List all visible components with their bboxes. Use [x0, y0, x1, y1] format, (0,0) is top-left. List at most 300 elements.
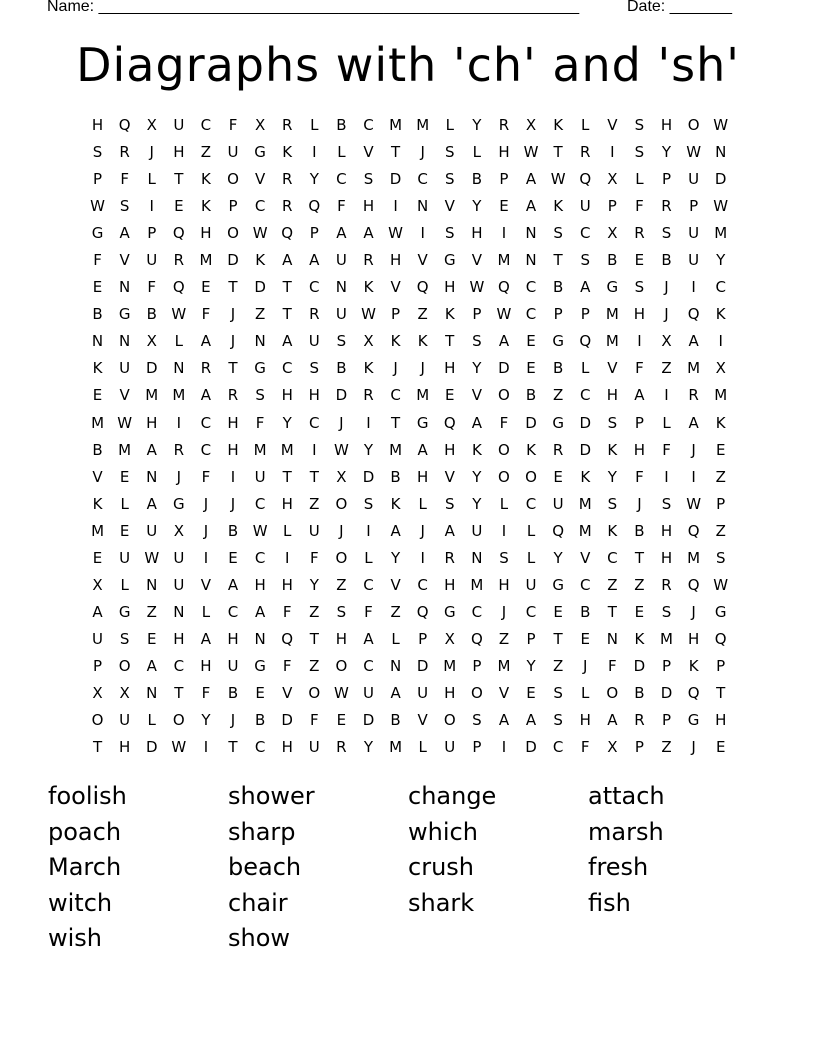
grid-letter[interactable]: L	[662, 413, 671, 432]
grid-letter[interactable]: L	[147, 711, 156, 730]
grid-letter[interactable]: K	[526, 440, 536, 459]
grid-letter[interactable]: Z	[661, 738, 672, 757]
grid-letter[interactable]: I	[664, 467, 669, 486]
grid-letter[interactable]: C	[200, 440, 212, 459]
grid-letter[interactable]: P	[634, 413, 644, 432]
grid-letter[interactable]: D	[525, 413, 537, 432]
grid-letter[interactable]: I	[312, 143, 317, 162]
grid-letter[interactable]: G	[254, 359, 266, 378]
grid-letter[interactable]: O	[687, 116, 700, 134]
grid-letter[interactable]: X	[92, 575, 103, 594]
grid-letter[interactable]: E	[715, 738, 726, 757]
grid-letter[interactable]: I	[366, 521, 371, 540]
grid-letter[interactable]: C	[336, 170, 347, 189]
grid-letter[interactable]: T	[607, 602, 617, 621]
grid-letter[interactable]: V	[363, 143, 374, 162]
grid-letter[interactable]: U	[444, 738, 456, 757]
grid-letter[interactable]: V	[200, 575, 212, 594]
grid-letter[interactable]: S	[607, 494, 618, 513]
grid-letter[interactable]: U	[119, 359, 131, 378]
grid-letter[interactable]: U	[688, 224, 700, 243]
grid-letter[interactable]: M	[118, 440, 132, 459]
grid-letter[interactable]: T	[309, 629, 319, 648]
grid-letter[interactable]: F	[499, 413, 509, 432]
grid-letter[interactable]: H	[173, 143, 185, 162]
grid-letter[interactable]: L	[147, 170, 156, 189]
grid-letter[interactable]: Z	[309, 494, 320, 513]
grid-letter[interactable]: A	[417, 440, 428, 459]
grid-letter[interactable]: M	[91, 413, 105, 432]
grid-letter[interactable]: T	[174, 170, 184, 189]
grid-letter[interactable]: X	[173, 521, 184, 540]
grid-letter[interactable]: N	[417, 197, 429, 216]
grid-letter[interactable]: C	[200, 413, 212, 432]
grid-letter[interactable]: T	[553, 251, 563, 270]
grid-letter[interactable]: M	[578, 521, 592, 540]
grid-letter[interactable]: U	[254, 467, 266, 486]
grid-letter[interactable]: H	[146, 413, 158, 432]
grid-letter[interactable]: Q	[308, 197, 321, 216]
grid-letter[interactable]: J	[176, 467, 182, 486]
grid-letter[interactable]: L	[445, 116, 454, 134]
grid-letter[interactable]: W	[523, 143, 539, 162]
grid-letter[interactable]: I	[420, 548, 425, 567]
grid-letter[interactable]: I	[312, 440, 317, 459]
grid-letter[interactable]: Z	[146, 602, 157, 621]
grid-letter[interactable]: H	[200, 656, 212, 675]
grid-letter[interactable]: Z	[715, 521, 726, 540]
grid-letter[interactable]: S	[634, 116, 645, 134]
grid-letter[interactable]: F	[282, 602, 292, 621]
grid-letter[interactable]: V	[444, 467, 455, 486]
grid-letter[interactable]: R	[281, 170, 293, 189]
grid-letter[interactable]: P	[716, 494, 726, 513]
grid-letter[interactable]: P	[689, 197, 699, 216]
grid-letter[interactable]: Z	[553, 386, 564, 405]
grid-letter[interactable]: L	[581, 359, 590, 378]
grid-letter[interactable]: Z	[498, 629, 510, 648]
grid-letter[interactable]: G	[254, 656, 266, 675]
grid-letter[interactable]: X	[336, 467, 347, 486]
grid-letter[interactable]: A	[688, 332, 699, 351]
grid-letter[interactable]: V	[119, 386, 130, 405]
grid-letter[interactable]: Q	[172, 224, 185, 243]
grid-letter[interactable]: W	[171, 738, 187, 757]
grid-letter[interactable]: O	[525, 467, 537, 486]
grid-letter[interactable]: W	[333, 683, 349, 702]
grid-letter[interactable]: X	[146, 116, 157, 134]
grid-letter[interactable]: L	[174, 332, 183, 351]
grid-letter[interactable]: B	[227, 683, 239, 702]
grid-letter[interactable]: V	[471, 251, 482, 270]
grid-letter[interactable]: F	[608, 656, 617, 675]
grid-letter[interactable]: A	[607, 711, 618, 730]
grid-letter[interactable]: D	[660, 683, 673, 702]
grid-letter[interactable]: N	[119, 332, 131, 351]
grid-letter[interactable]: W	[333, 440, 349, 459]
grid-letter[interactable]: G	[606, 278, 619, 297]
grid-letter[interactable]: F	[228, 116, 238, 134]
grid-letter[interactable]: L	[391, 629, 400, 648]
grid-letter[interactable]: I	[637, 332, 642, 351]
grid-letter[interactable]: R	[336, 738, 347, 757]
grid-letter[interactable]: T	[390, 413, 401, 432]
grid-letter[interactable]: U	[119, 548, 131, 567]
grid-letter[interactable]: Y	[363, 440, 374, 459]
grid-letter[interactable]: U	[579, 197, 591, 216]
grid-letter[interactable]: P	[309, 224, 319, 243]
date-field[interactable]: Date: _______	[627, 0, 732, 15]
grid-letter[interactable]: E	[526, 359, 536, 378]
grid-letter[interactable]: O	[227, 224, 239, 243]
grid-letter[interactable]: L	[310, 116, 319, 134]
grid-letter[interactable]: H	[471, 224, 483, 243]
name-field[interactable]: Name: ______________________________________________________	[47, 0, 580, 15]
grid-letter[interactable]: Q	[687, 575, 700, 594]
grid-letter[interactable]: Q	[579, 170, 592, 189]
grid-letter[interactable]: K	[715, 305, 726, 324]
grid-letter[interactable]: J	[230, 711, 236, 730]
grid-letter[interactable]: X	[92, 683, 103, 702]
grid-letter[interactable]: U	[308, 738, 320, 757]
grid-letter[interactable]: Y	[309, 575, 319, 594]
grid-letter[interactable]: H	[308, 386, 320, 405]
grid-letter[interactable]: V	[580, 548, 591, 567]
grid-letter[interactable]: M	[605, 332, 619, 351]
grid-letter[interactable]: L	[526, 521, 536, 540]
grid-letter[interactable]: B	[552, 278, 564, 297]
grid-letter[interactable]: W	[361, 305, 376, 324]
grid-letter[interactable]: M	[497, 251, 511, 270]
grid-letter[interactable]: L	[499, 494, 509, 513]
grid-letter[interactable]: S	[336, 602, 347, 621]
grid-letter[interactable]: Z	[336, 575, 347, 594]
grid-letter[interactable]: V	[444, 197, 455, 216]
grid-letter[interactable]: K	[471, 440, 482, 459]
grid-letter[interactable]: M	[416, 386, 430, 405]
grid-letter[interactable]: C	[525, 278, 537, 297]
grid-letter[interactable]: X	[119, 683, 130, 702]
grid-letter[interactable]: U	[471, 521, 483, 540]
grid-letter[interactable]: D	[362, 467, 375, 486]
grid-letter[interactable]: M	[416, 116, 430, 134]
grid-letter[interactable]: W	[117, 413, 133, 432]
grid-letter[interactable]: Y	[201, 711, 211, 730]
grid-letter[interactable]: C	[254, 738, 266, 757]
grid-letter[interactable]: M	[578, 494, 592, 513]
grid-letter[interactable]: I	[501, 224, 507, 243]
grid-letter[interactable]: X	[146, 332, 157, 351]
grid-letter[interactable]: R	[688, 386, 699, 405]
grid-letter[interactable]: D	[335, 386, 348, 405]
grid-letter[interactable]: C	[309, 278, 320, 297]
grid-letter[interactable]: B	[634, 521, 645, 540]
grid-letter[interactable]: L	[472, 143, 482, 162]
grid-letter[interactable]: P	[553, 305, 563, 324]
grid-letter[interactable]: N	[471, 548, 483, 567]
grid-letter[interactable]: Q	[443, 413, 456, 432]
grid-letter[interactable]: C	[363, 656, 374, 675]
grid-letter[interactable]: Q	[498, 278, 510, 297]
grid-letter[interactable]: T	[92, 738, 103, 757]
grid-letter[interactable]: L	[201, 602, 211, 621]
grid-letter[interactable]: Q	[579, 332, 592, 351]
grid-letter[interactable]: M	[145, 386, 159, 405]
grid-letter[interactable]: W	[496, 305, 512, 324]
grid-letter[interactable]: W	[144, 548, 160, 567]
grid-letter[interactable]: N	[254, 332, 266, 351]
grid-letter[interactable]: J	[420, 359, 425, 378]
grid-letter[interactable]: H	[633, 305, 646, 324]
grid-letter[interactable]: Q	[687, 521, 700, 540]
grid-letter[interactable]: H	[389, 251, 402, 270]
grid-letter[interactable]: A	[92, 602, 103, 621]
grid-letter[interactable]: K	[444, 305, 455, 324]
grid-letter[interactable]: X	[607, 170, 618, 189]
grid-letter[interactable]: S	[661, 224, 672, 243]
grid-letter[interactable]: P	[661, 170, 672, 189]
grid-letter[interactable]: U	[92, 629, 104, 648]
grid-letter[interactable]: N	[173, 602, 185, 621]
grid-letter[interactable]: Q	[172, 278, 185, 297]
grid-letter[interactable]: N	[173, 359, 185, 378]
grid-letter[interactable]: C	[607, 548, 618, 567]
grid-letter[interactable]: S	[634, 143, 645, 162]
grid-letter[interactable]: H	[660, 521, 673, 540]
grid-letter[interactable]: M	[172, 386, 186, 405]
grid-letter[interactable]: Z	[715, 467, 726, 486]
grid-letter[interactable]: E	[715, 440, 726, 459]
grid-letter[interactable]: U	[688, 251, 700, 270]
grid-letter[interactable]: J	[230, 305, 236, 324]
grid-letter[interactable]: W	[686, 494, 702, 513]
grid-letter[interactable]: G	[118, 602, 131, 621]
grid-letter[interactable]: M	[389, 440, 403, 459]
grid-letter[interactable]: S	[580, 251, 590, 270]
grid-letter[interactable]: E	[255, 683, 265, 702]
grid-letter[interactable]: U	[308, 332, 320, 351]
grid-letter[interactable]: R	[634, 711, 645, 730]
grid-letter[interactable]: I	[284, 548, 290, 567]
grid-letter[interactable]: M	[443, 656, 457, 675]
grid-letter[interactable]: B	[634, 683, 645, 702]
grid-letter[interactable]: V	[417, 711, 428, 730]
grid-letter[interactable]: H	[715, 711, 727, 730]
grid-letter[interactable]: E	[580, 629, 590, 648]
grid-letter[interactable]: R	[580, 143, 591, 162]
grid-letter[interactable]: F	[635, 197, 644, 216]
grid-letter[interactable]: R	[309, 305, 320, 324]
grid-letter[interactable]: Q	[281, 629, 294, 648]
grid-letter[interactable]: R	[119, 143, 130, 162]
grid-letter[interactable]: Y	[472, 116, 482, 134]
grid-letter[interactable]: I	[203, 738, 209, 757]
grid-letter[interactable]: U	[119, 711, 131, 730]
grid-letter[interactable]: R	[661, 575, 672, 594]
grid-letter[interactable]: K	[363, 278, 374, 297]
grid-letter[interactable]: P	[391, 305, 401, 324]
grid-letter[interactable]: J	[230, 494, 236, 513]
grid-letter[interactable]: E	[92, 386, 103, 405]
grid-letter[interactable]: Y	[661, 143, 672, 162]
grid-letter[interactable]: C	[579, 386, 591, 405]
grid-letter[interactable]: K	[580, 467, 591, 486]
grid-letter[interactable]: Y	[472, 494, 482, 513]
grid-letter[interactable]: M	[660, 629, 673, 648]
grid-letter[interactable]: Y	[363, 738, 374, 757]
grid-letter[interactable]: O	[308, 683, 321, 702]
grid-letter[interactable]: J	[420, 521, 425, 540]
grid-letter[interactable]: D	[254, 278, 266, 297]
grid-letter[interactable]: A	[336, 224, 347, 243]
grid-letter[interactable]: A	[634, 386, 645, 405]
grid-letter[interactable]: N	[146, 575, 158, 594]
grid-letter[interactable]: B	[92, 305, 103, 324]
grid-letter[interactable]: N	[715, 143, 727, 162]
grid-letter[interactable]: B	[661, 251, 672, 270]
grid-letter[interactable]: H	[660, 116, 673, 134]
grid-letter[interactable]: S	[309, 359, 320, 378]
grid-letter[interactable]: F	[580, 738, 590, 757]
grid-letter[interactable]: P	[147, 224, 157, 243]
grid-letter[interactable]: K	[688, 656, 699, 675]
grid-letter[interactable]: Q	[552, 521, 565, 540]
grid-letter[interactable]: S	[363, 494, 374, 513]
grid-letter[interactable]: K	[553, 197, 564, 216]
grid-letter[interactable]: C	[390, 386, 401, 405]
grid-letter[interactable]: M	[497, 656, 511, 675]
grid-letter[interactable]: O	[335, 494, 348, 513]
grid-letter[interactable]: B	[336, 359, 347, 378]
grid-letter[interactable]: V	[498, 683, 510, 702]
grid-letter[interactable]: I	[664, 386, 669, 405]
grid-letter[interactable]: T	[282, 278, 292, 297]
grid-letter[interactable]: K	[390, 332, 401, 351]
grid-letter[interactable]: N	[389, 656, 402, 675]
grid-letter[interactable]: O	[443, 711, 456, 730]
grid-letter[interactable]: T	[228, 738, 238, 757]
grid-letter[interactable]: I	[691, 467, 696, 486]
grid-letter[interactable]: Y	[472, 197, 482, 216]
grid-letter[interactable]: E	[201, 278, 211, 297]
grid-letter[interactable]: R	[634, 224, 645, 243]
grid-letter[interactable]: M	[605, 305, 619, 324]
grid-letter[interactable]: Y	[607, 467, 617, 486]
grid-letter[interactable]: I	[203, 548, 209, 567]
grid-letter[interactable]: G	[443, 251, 456, 270]
grid-letter[interactable]: Z	[607, 575, 618, 594]
grid-letter[interactable]: D	[498, 359, 510, 378]
grid-letter[interactable]: A	[146, 494, 157, 513]
grid-letter[interactable]: H	[91, 116, 104, 134]
grid-letter[interactable]: E	[92, 548, 103, 567]
grid-letter[interactable]: B	[525, 386, 537, 405]
grid-letter[interactable]: G	[687, 711, 700, 730]
grid-letter[interactable]: K	[363, 359, 374, 378]
grid-letter[interactable]: H	[173, 629, 185, 648]
grid-letter[interactable]: O	[498, 386, 510, 405]
grid-letter[interactable]: R	[227, 386, 239, 405]
grid-letter[interactable]: T	[716, 683, 726, 702]
grid-letter[interactable]: H	[281, 575, 293, 594]
grid-letter[interactable]: J	[393, 359, 398, 378]
grid-letter[interactable]: B	[92, 440, 103, 459]
grid-letter[interactable]: B	[390, 467, 401, 486]
grid-letter[interactable]: M	[687, 548, 701, 567]
grid-letter[interactable]: E	[553, 602, 563, 621]
grid-letter[interactable]: U	[335, 305, 347, 324]
grid-letter[interactable]: E	[228, 548, 238, 567]
grid-letter[interactable]: E	[445, 386, 455, 405]
grid-letter[interactable]: W	[713, 197, 729, 216]
grid-letter[interactable]: U	[417, 683, 429, 702]
grid-letter[interactable]: T	[228, 359, 238, 378]
grid-letter[interactable]: E	[336, 711, 347, 730]
grid-letter[interactable]: W	[713, 575, 729, 594]
grid-letter[interactable]: N	[146, 467, 158, 486]
grid-letter[interactable]: G	[552, 413, 564, 432]
grid-letter[interactable]: L	[581, 683, 590, 702]
grid-letter[interactable]: P	[472, 738, 482, 757]
grid-letter[interactable]: O	[172, 711, 185, 730]
grid-letter[interactable]: K	[607, 521, 618, 540]
grid-letter[interactable]: W	[713, 116, 729, 134]
grid-letter[interactable]: H	[444, 575, 456, 594]
grid-letter[interactable]: E	[526, 332, 536, 351]
grid-letter[interactable]: W	[252, 224, 268, 243]
grid-letter[interactable]: V	[607, 116, 618, 134]
grid-letter[interactable]: S	[472, 711, 482, 730]
grid-letter[interactable]: S	[499, 548, 509, 567]
grid-letter[interactable]: Q	[687, 683, 700, 702]
grid-letter[interactable]: X	[254, 116, 266, 134]
grid-letter[interactable]: Y	[309, 170, 319, 189]
grid-letter[interactable]: W	[252, 521, 268, 540]
grid-letter[interactable]: N	[525, 251, 537, 270]
grid-letter[interactable]: H	[498, 143, 510, 162]
grid-letter[interactable]: O	[470, 683, 483, 702]
grid-letter[interactable]: V	[471, 386, 482, 405]
grid-letter[interactable]: V	[254, 170, 266, 189]
grid-letter[interactable]: R	[498, 116, 510, 134]
grid-letter[interactable]: H	[119, 738, 131, 757]
grid-letter[interactable]: K	[201, 197, 211, 216]
grid-letter[interactable]: N	[335, 278, 347, 297]
grid-letter[interactable]: P	[661, 711, 672, 730]
grid-letter[interactable]: A	[498, 332, 510, 351]
grid-letter[interactable]: L	[120, 575, 129, 594]
grid-letter[interactable]: Y	[553, 548, 563, 567]
grid-letter[interactable]: Y	[472, 467, 482, 486]
grid-letter[interactable]: K	[634, 629, 645, 648]
grid-letter[interactable]: B	[254, 711, 266, 730]
grid-letter[interactable]: N	[606, 629, 618, 648]
grid-letter[interactable]: R	[444, 548, 455, 567]
grid-letter[interactable]: F	[255, 413, 265, 432]
grid-letter[interactable]: H	[687, 629, 700, 648]
grid-letter[interactable]: P	[418, 629, 428, 648]
grid-letter[interactable]: V	[92, 467, 103, 486]
grid-letter[interactable]: A	[363, 224, 374, 243]
grid-letter[interactable]: H	[660, 548, 673, 567]
grid-letter[interactable]: F	[635, 359, 644, 378]
grid-letter[interactable]: I	[393, 197, 398, 216]
grid-letter[interactable]: D	[145, 738, 158, 757]
grid-letter[interactable]: S	[472, 332, 482, 351]
grid-letter[interactable]: Q	[714, 629, 727, 648]
grid-letter[interactable]: I	[149, 197, 154, 216]
grid-letter[interactable]: U	[173, 116, 185, 134]
